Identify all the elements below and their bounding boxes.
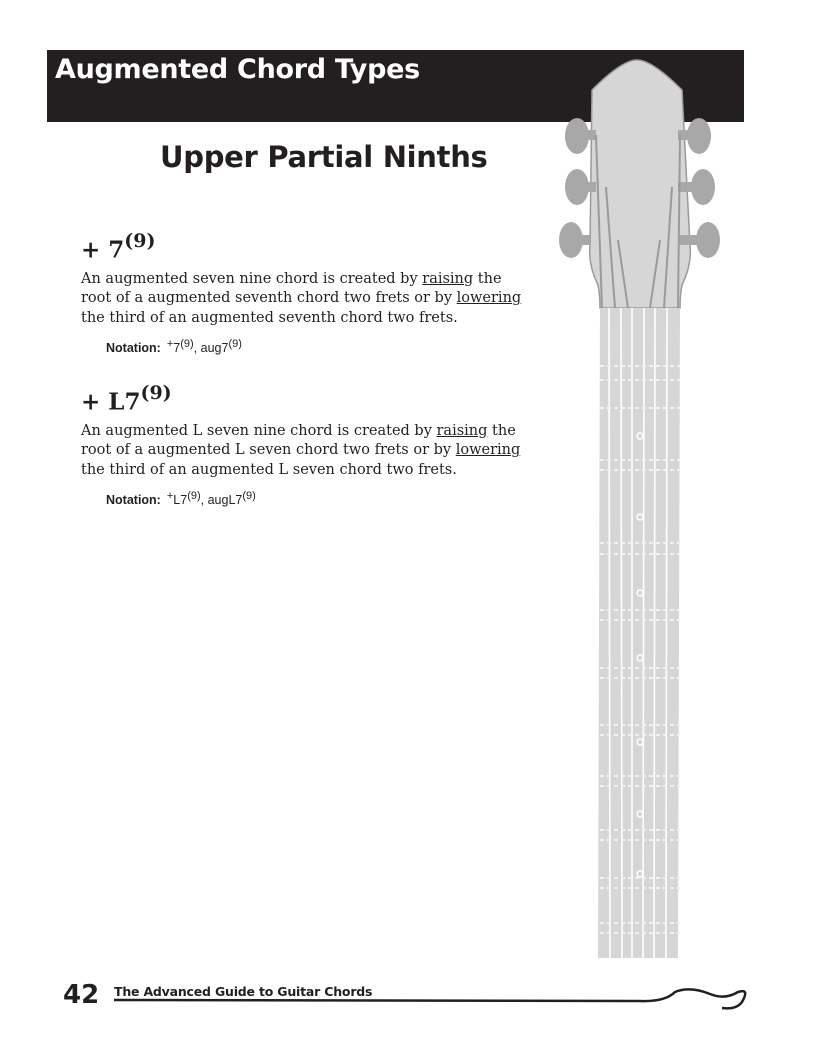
chord-name: + $L7^{(9)}$ — [81, 382, 172, 416]
chord-entry-augL7-9 — [81, 380, 531, 507]
tuning-peg — [565, 169, 589, 205]
raising-term: raising — [436, 422, 488, 439]
page-header-title: Augmented Chord Types — [55, 54, 420, 85]
headstock — [590, 60, 691, 308]
tuning-peg — [687, 118, 711, 154]
tuning-peg — [696, 222, 720, 258]
footer-rule — [110, 988, 750, 1018]
page-number: 42 — [63, 980, 100, 1010]
section-title: Upper Partial Ninths — [160, 140, 488, 174]
guitar-neck-illustration — [540, 50, 730, 962]
tuning-peg — [691, 169, 715, 205]
chord-description: An augmented seven nine chord is created by raising the root of a augmented seventh chord two frets or by lowering the third of an augmented seventh chord two frets. — [81, 270, 522, 326]
raising-term: raising — [422, 270, 474, 287]
notation: Notation: +7$^{(9)}$, aug7$^{(9)}$ — [106, 338, 242, 356]
tuning-peg — [559, 222, 583, 258]
chord-entry-aug7-9 — [81, 228, 531, 355]
notation-label: Notation: — [106, 341, 161, 356]
book-title: The Advanced Guide to Guitar Chords — [114, 984, 373, 999]
lowering-term: lowering — [456, 290, 522, 307]
notation: Notation: +L7$^{(9)}$, augL7$^{(9)}$ — [106, 490, 256, 508]
chord-description: An augmented L seven nine chord is created by raising the root of a augmented L seven chord two frets or by lowering the third of an augmented L seven chord two frets. — [81, 422, 521, 478]
lowering-term: lowering — [455, 442, 521, 459]
notation-label: Notation: — [106, 493, 161, 508]
chord-name: + $7^{(9)}$ — [81, 230, 156, 264]
tuning-peg — [565, 118, 589, 154]
